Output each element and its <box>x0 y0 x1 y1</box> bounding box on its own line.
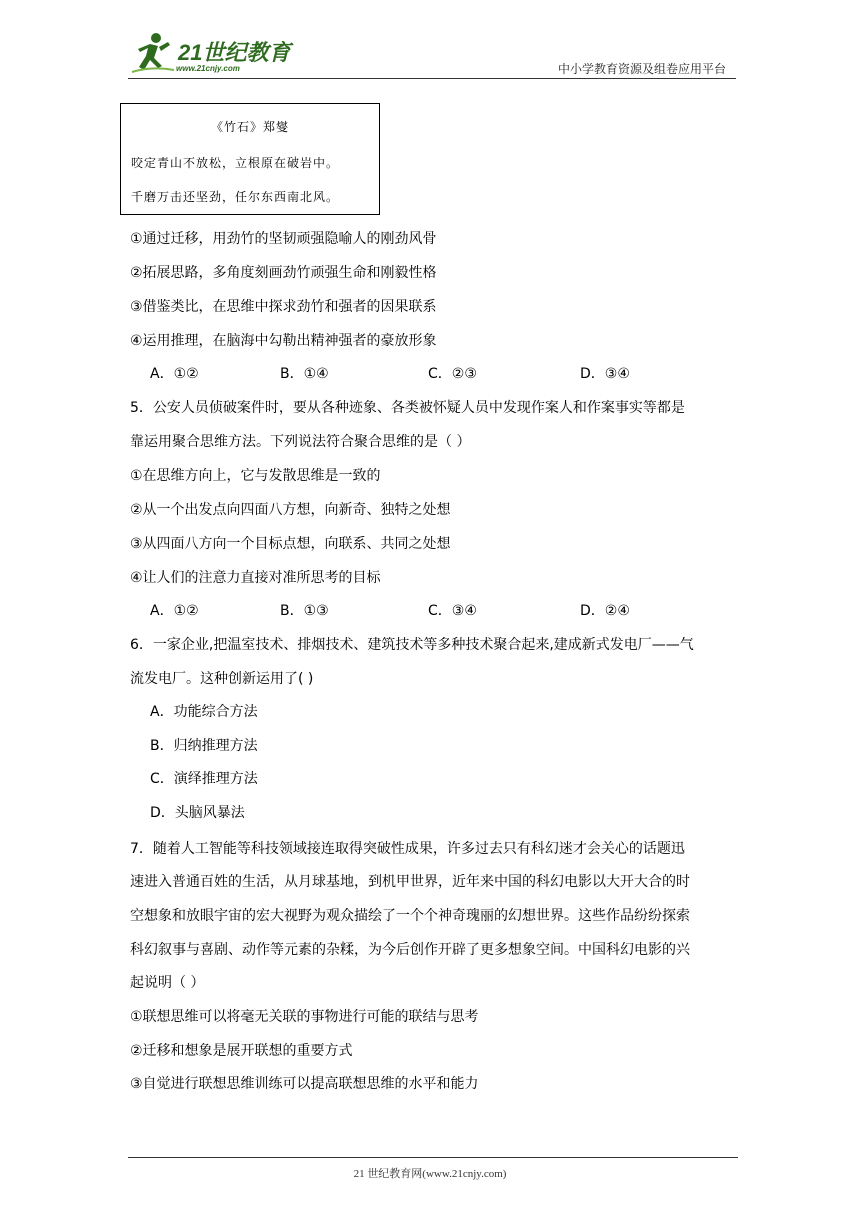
header-platform-text: 中小学教育资源及组卷应用平台 <box>557 62 726 76</box>
footer-link[interactable]: 21 世纪教育网(www.21cnjy.com) <box>353 1168 507 1180</box>
question-4-option-a[interactable]: A．①② <box>150 366 199 382</box>
question-7-stem: 起说明（ ） <box>130 975 205 991</box>
poem-line: 千磨万击还坚劲，任尔东西南北风。 <box>131 190 340 204</box>
question-4-item-1: ①通过迁移，用劲竹的坚韧顽强隐喻人的刚劲风骨 <box>130 231 437 247</box>
question-5-item-2: ②从一个出发点向四面八方想，向新奇、独特之处想 <box>130 502 451 518</box>
logo-url: www.21cnjy.com <box>176 64 240 73</box>
question-7-item-1: ①联想思维可以将毫无关联的事物进行可能的联结与思考 <box>130 1009 479 1025</box>
poem-title: 《竹石》郑燮 <box>210 120 289 134</box>
question-5-stem: 靠运用聚合思维方法。下列说法符合聚合思维的是（ ） <box>130 434 471 450</box>
question-6-stem: 6．一家企业,把温室技术、排烟技术、建筑技术等多种技术聚合起来,建成新式发电厂——气 <box>130 637 694 653</box>
question-6-option-b[interactable]: B．归纳推理方法 <box>150 738 258 754</box>
question-7-stem: 速进入普通百姓的生活，从月球基地，到机甲世界，近年来中国的科幻电影以大开大合的时 <box>130 874 690 890</box>
question-7-stem: 空想象和放眼宇宙的宏大视野为观众描绘了一个个神奇瑰丽的幻想世界。这些作品纷纷探索 <box>130 908 690 924</box>
question-6-option-d[interactable]: D．头脑风暴法 <box>150 805 245 821</box>
question-7-stem: 科幻叙事与喜剧、动作等元素的杂糅，为今后创作开辟了更多想象空间。中国科幻电影的兴 <box>130 942 690 958</box>
question-6-option-a[interactable]: A．功能综合方法 <box>150 704 258 720</box>
header-divider <box>128 78 736 79</box>
footer-divider <box>128 1157 738 1158</box>
poem-box <box>120 103 380 215</box>
page-header <box>0 0 860 90</box>
logo-title: 21世纪教育 <box>178 40 291 65</box>
question-5-item-1: ①在思维方向上，它与发散思维是一致的 <box>130 468 381 484</box>
site-logo[interactable] <box>128 30 298 80</box>
question-4-option-b[interactable]: B．①④ <box>280 366 329 382</box>
question-5-option-c[interactable]: C．③④ <box>428 603 477 619</box>
runner-icon <box>128 30 176 76</box>
question-4-item-2: ②拓展思路，多角度刻画劲竹顽强生命和刚毅性格 <box>130 265 437 281</box>
question-5-option-b[interactable]: B．①③ <box>280 603 329 619</box>
question-4-item-3: ③借鉴类比，在思维中探求劲竹和强者的因果联系 <box>130 299 437 315</box>
question-4-option-d[interactable]: D．③④ <box>580 366 630 382</box>
question-7-stem: 7．随着人工智能等科技领域接连取得突破性成果，许多过去只有科幻迷才会关心的话题迅 <box>130 841 685 857</box>
question-5-option-a[interactable]: A．①② <box>150 603 199 619</box>
question-7-item-2: ②迁移和想象是展开联想的重要方式 <box>130 1043 353 1059</box>
question-6-option-c[interactable]: C．演绎推理方法 <box>150 771 258 787</box>
question-5-stem: 5．公安人员侦破案件时，要从各种迹象、各类被怀疑人员中发现作案人和作案事实等都是 <box>130 400 685 416</box>
poem-line: 咬定青山不放松，立根原在破岩中。 <box>131 156 340 170</box>
question-6-stem: 流发电厂。这种创新运用了( ) <box>130 671 314 687</box>
question-5-item-3: ③从四面八方向一个目标点想，向联系、共同之处想 <box>130 536 451 552</box>
question-5-item-4: ④让人们的注意力直接对准所思考的目标 <box>130 570 381 586</box>
question-7-item-3: ③自觉进行联想思维训练可以提高联想思维的水平和能力 <box>130 1076 479 1092</box>
question-4-option-c[interactable]: C．②③ <box>428 366 477 382</box>
question-4-item-4: ④运用推理，在脑海中勾勒出精神强者的豪放形象 <box>130 333 437 349</box>
question-5-option-d[interactable]: D．②④ <box>580 603 630 619</box>
